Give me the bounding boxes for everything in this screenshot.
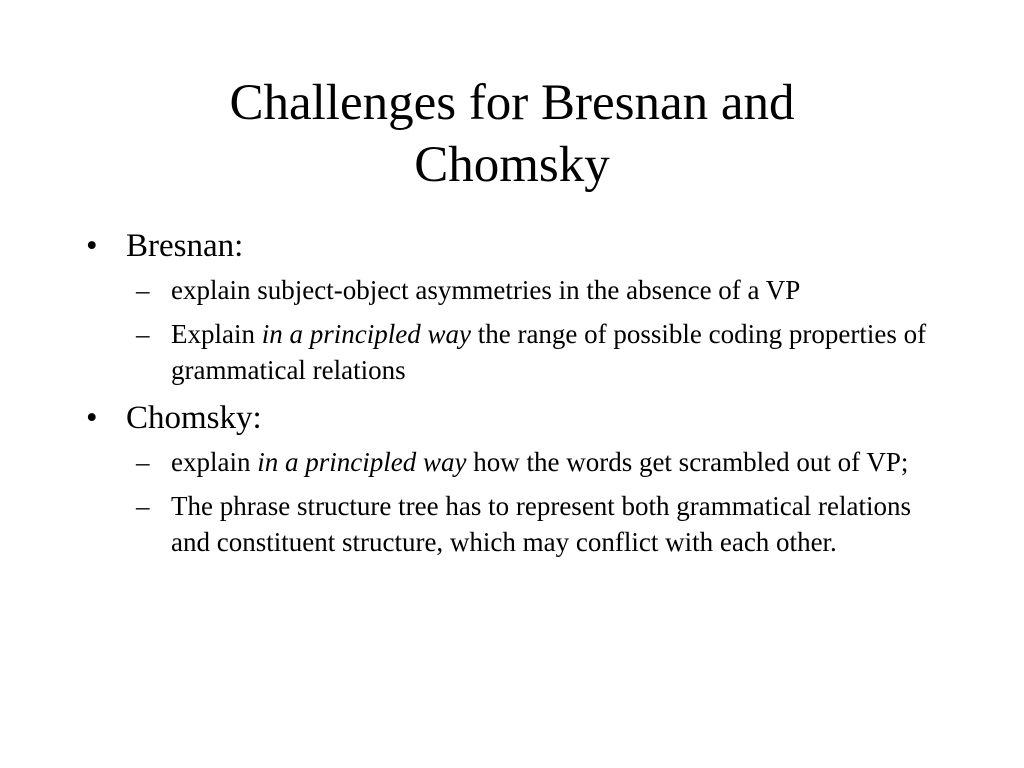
slide-title bbox=[60, 72, 964, 196]
sub-item-text-continued: how the words get scrambled out of VP; bbox=[466, 447, 909, 477]
bullet-marker: • bbox=[86, 228, 98, 264]
dash-marker: – bbox=[136, 319, 150, 349]
sub-item-text: explain subject-object asymmetries in the absence of a VP bbox=[171, 275, 801, 305]
sub-item bbox=[126, 272, 946, 308]
dash-marker: – bbox=[136, 275, 150, 305]
sub-item bbox=[126, 316, 946, 388]
sub-item-emphasis: in a principled way bbox=[257, 447, 467, 477]
sub-item-text: The phrase structure tree has to represent both grammatical relations and constituent structure, which may conflict with each other. bbox=[171, 491, 911, 557]
sub-item-text: Explain bbox=[171, 319, 262, 349]
sub-item-text-continued: the range of possible coding properties of grammatical relations bbox=[171, 319, 927, 385]
bullet-chomsky bbox=[86, 398, 946, 560]
sub-item bbox=[126, 488, 946, 560]
title-line-1: Challenges for Bresnan and bbox=[229, 75, 795, 131]
sub-item-emphasis: in a principled way bbox=[261, 319, 471, 349]
title-line-2: Chomsky bbox=[414, 137, 610, 193]
sub-list bbox=[126, 444, 946, 560]
sub-item-text: explain bbox=[171, 447, 258, 477]
bullet-list bbox=[86, 226, 946, 570]
bullet-label: Bresnan: bbox=[126, 228, 244, 264]
sub-list bbox=[126, 272, 946, 388]
bullet-label: Chomsky: bbox=[126, 400, 262, 436]
dash-marker: – bbox=[136, 491, 150, 521]
dash-marker: – bbox=[136, 447, 150, 477]
bullet-bresnan bbox=[86, 226, 946, 388]
bullet-marker: • bbox=[86, 400, 98, 436]
sub-item bbox=[126, 444, 946, 480]
